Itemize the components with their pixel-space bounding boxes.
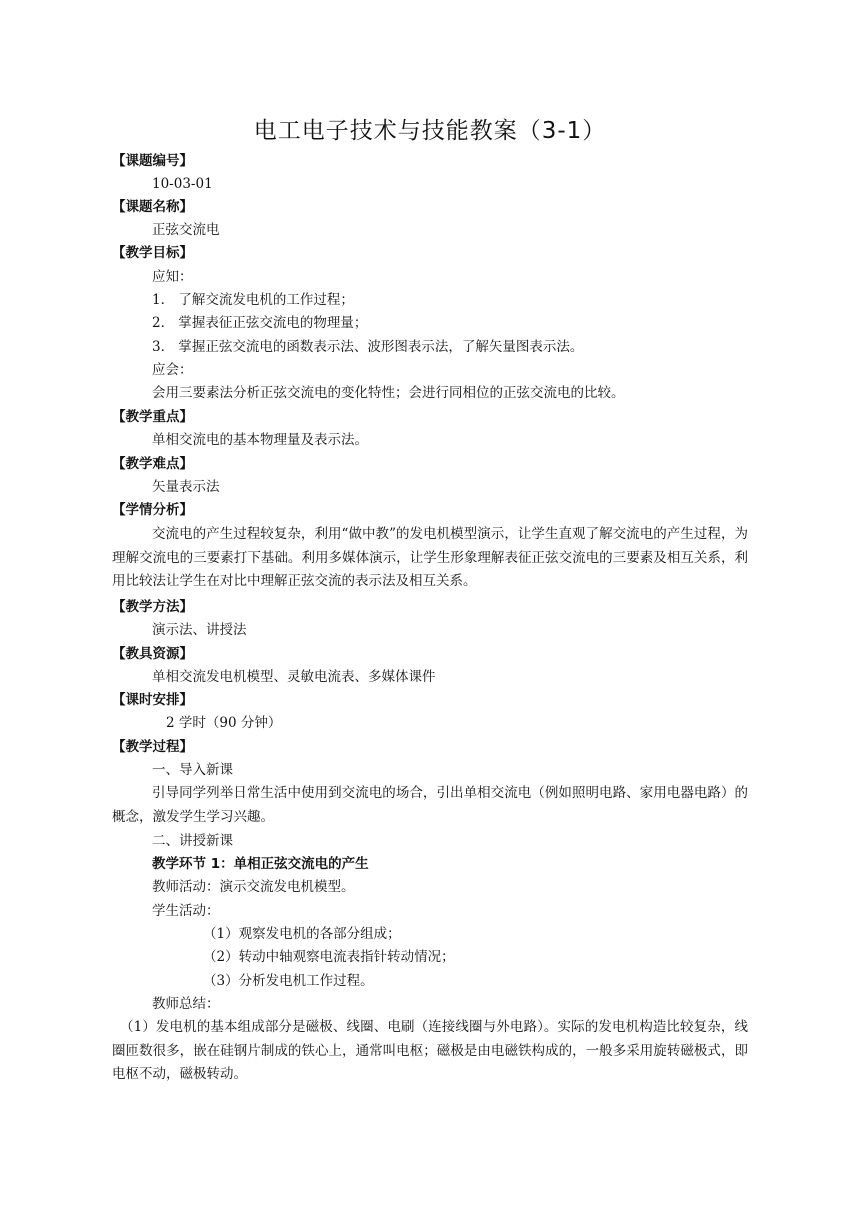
student-activity-3: （3）分析发电机工作过程。	[203, 973, 374, 989]
step-1-heading: 教学环节 1：单相正弦交流电的产生	[152, 856, 369, 872]
process-part-1-text: 引导同学列举日常生活中使用到交流电的场合，引出单相交流电（例如照明电路、家用电器电路）的概念，激发学生学习兴趣。	[112, 785, 748, 825]
student-analysis: 交流电的产生过程较复杂，利用“做中教”的发电机模型演示，让学生直观了解交流电的产生过程，为理解交流电的三要素打下基础。利用多媒体演示，让学生形象理解表征正弦交流电的三要素及相互关系，利用比较法让学生在对比中理解正弦交流的表示法及相互关系。	[112, 526, 748, 589]
course-code: 10-03-01	[152, 176, 213, 192]
teacher-activity: 教师活动：演示交流发电机模型。	[152, 879, 355, 895]
heading-difficulties: 【教学难点】	[112, 456, 193, 472]
heading-teaching-goals: 【教学目标】	[112, 245, 193, 261]
goal-know-label: 应知：	[152, 269, 193, 285]
heading-course-code: 【课题编号】	[112, 153, 193, 169]
goal-can-text: 会用三要素法分析正弦交流电的变化特性；会进行同相位的正弦交流电的比较。	[152, 385, 625, 401]
student-activity-1: （1）观察发电机的各部分组成；	[203, 926, 401, 942]
teaching-methods: 演示法、讲授法	[152, 622, 247, 638]
heading-teaching-methods: 【教学方法】	[112, 599, 193, 615]
student-activity-label: 学生活动：	[152, 903, 220, 919]
heading-schedule: 【课时安排】	[112, 692, 193, 708]
goal-item-1: 1． 了解交流发电机的工作过程；	[152, 292, 354, 308]
heading-student-analysis: 【学情分析】	[112, 502, 193, 518]
heading-course-name: 【课题名称】	[112, 199, 193, 215]
key-points: 单相交流电的基本物理量及表示法。	[152, 432, 368, 448]
student-activity-2: （2）转动中轴观察电流表指针转动情况；	[203, 949, 455, 965]
document-title: 电工电子技术与技能教案（3-1）	[253, 118, 607, 144]
teacher-summary-label: 教师总结：	[152, 996, 220, 1012]
process-part-1: 一、导入新课	[152, 762, 233, 778]
heading-teaching-process: 【教学过程】	[112, 739, 193, 755]
goal-item-2: 2． 掌握表征正弦交流电的物理量；	[152, 315, 368, 331]
heading-key-points: 【教学重点】	[112, 409, 193, 425]
teaching-resources: 单相交流发电机模型、灵敏电流表、多媒体课件	[152, 669, 436, 685]
difficulties: 矢量表示法	[152, 479, 220, 495]
teacher-summary-text: （1）发电机的基本组成部分是磁极、线圈、电刷（连接线圈与外电路）。实际的发电机构造比较复杂，线圈匝数很多，嵌在硅钢片制成的铁心上，通常叫电枢；磁极是由电磁铁构成的，一般多采用旋转磁极式，即电枢不动，磁极转动。	[112, 1019, 748, 1082]
goal-can-label: 应会：	[152, 362, 193, 378]
goal-item-3: 3． 掌握正弦交流电的函数表示法、波形图表示法，了解矢量图表示法。	[152, 339, 584, 355]
heading-teaching-resources: 【教具资源】	[112, 646, 193, 662]
course-name: 正弦交流电	[152, 222, 220, 238]
process-part-2: 二、讲授新课	[152, 833, 233, 849]
schedule: 2 学时（90 分钟）	[166, 715, 282, 731]
